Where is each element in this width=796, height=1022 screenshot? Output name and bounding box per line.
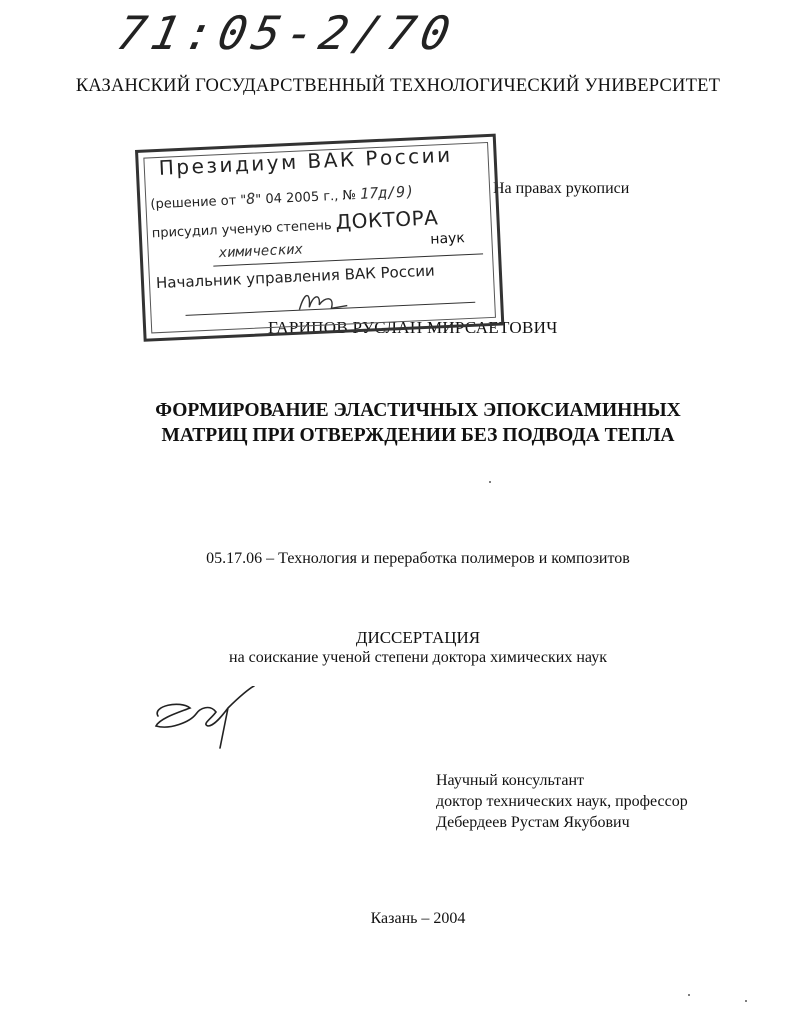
scan-speck <box>688 994 690 996</box>
consultant-name: Дебердеев Рустам Якубович <box>436 814 630 831</box>
title-line-1: ФОРМИРОВАНИЕ ЭЛАСТИЧНЫХ ЭПОКСИАМИННЫХ <box>155 400 681 421</box>
consultant-degree: доктор технических наук, профессор <box>436 793 688 810</box>
dissertation-title <box>0 398 796 448</box>
stamp-degree: ДОКТОРА <box>335 205 439 234</box>
stamp-signature-icon <box>294 285 355 318</box>
stamp-sciences-label: наук <box>430 230 466 248</box>
consultant-label: Научный консультант <box>436 772 584 789</box>
scan-speck <box>489 481 491 483</box>
author-name: ГАРИПОВ РУСЛАН МИРСАЕТОВИЧ <box>268 318 558 337</box>
scan-speck <box>745 1000 747 1002</box>
stamp-decision-month-year: " 04 2005 г., № <box>255 188 357 208</box>
archive-code-handwritten: 71:05-2/70 <box>112 6 461 60</box>
vak-approval-stamp <box>135 134 504 342</box>
city-year: Казань – 2004 <box>370 910 466 927</box>
title-line-2: МАТРИЦ ПРИ ОТВЕРЖДЕНИИ БЕЗ ПОДВОДА ТЕПЛА <box>161 425 675 446</box>
document-type: ДИССЕРТАЦИЯ <box>355 628 481 647</box>
specialty-code: 05.17.06 – Технология и переработка полимеров и композитов <box>206 550 630 567</box>
stamp-title: Президиум ВАК России <box>158 142 454 180</box>
stamp-decision-number: 17д/9) <box>359 182 415 203</box>
stamp-field-handwritten: химических <box>218 241 304 262</box>
university-name: КАЗАНСКИЙ ГОСУДАРСТВЕННЫЙ ТЕХНОЛОГИЧЕСКИЙ УНИВЕРСИТЕТ <box>75 76 721 96</box>
stamp-decision-prefix: (решение от " <box>150 193 247 213</box>
document-purpose: на соискание ученой степени доктора химических наук <box>229 649 607 666</box>
stamp-head-title: Начальник управления ВАК России <box>155 261 436 293</box>
scientific-consultant <box>436 770 688 833</box>
stamp-awarded-text: присудил ученую степень <box>151 218 332 242</box>
stamp-decision-day: 8 <box>245 189 256 208</box>
manuscript-rights-label: На правах рукописи <box>493 180 630 197</box>
author-signature-icon <box>150 686 260 756</box>
